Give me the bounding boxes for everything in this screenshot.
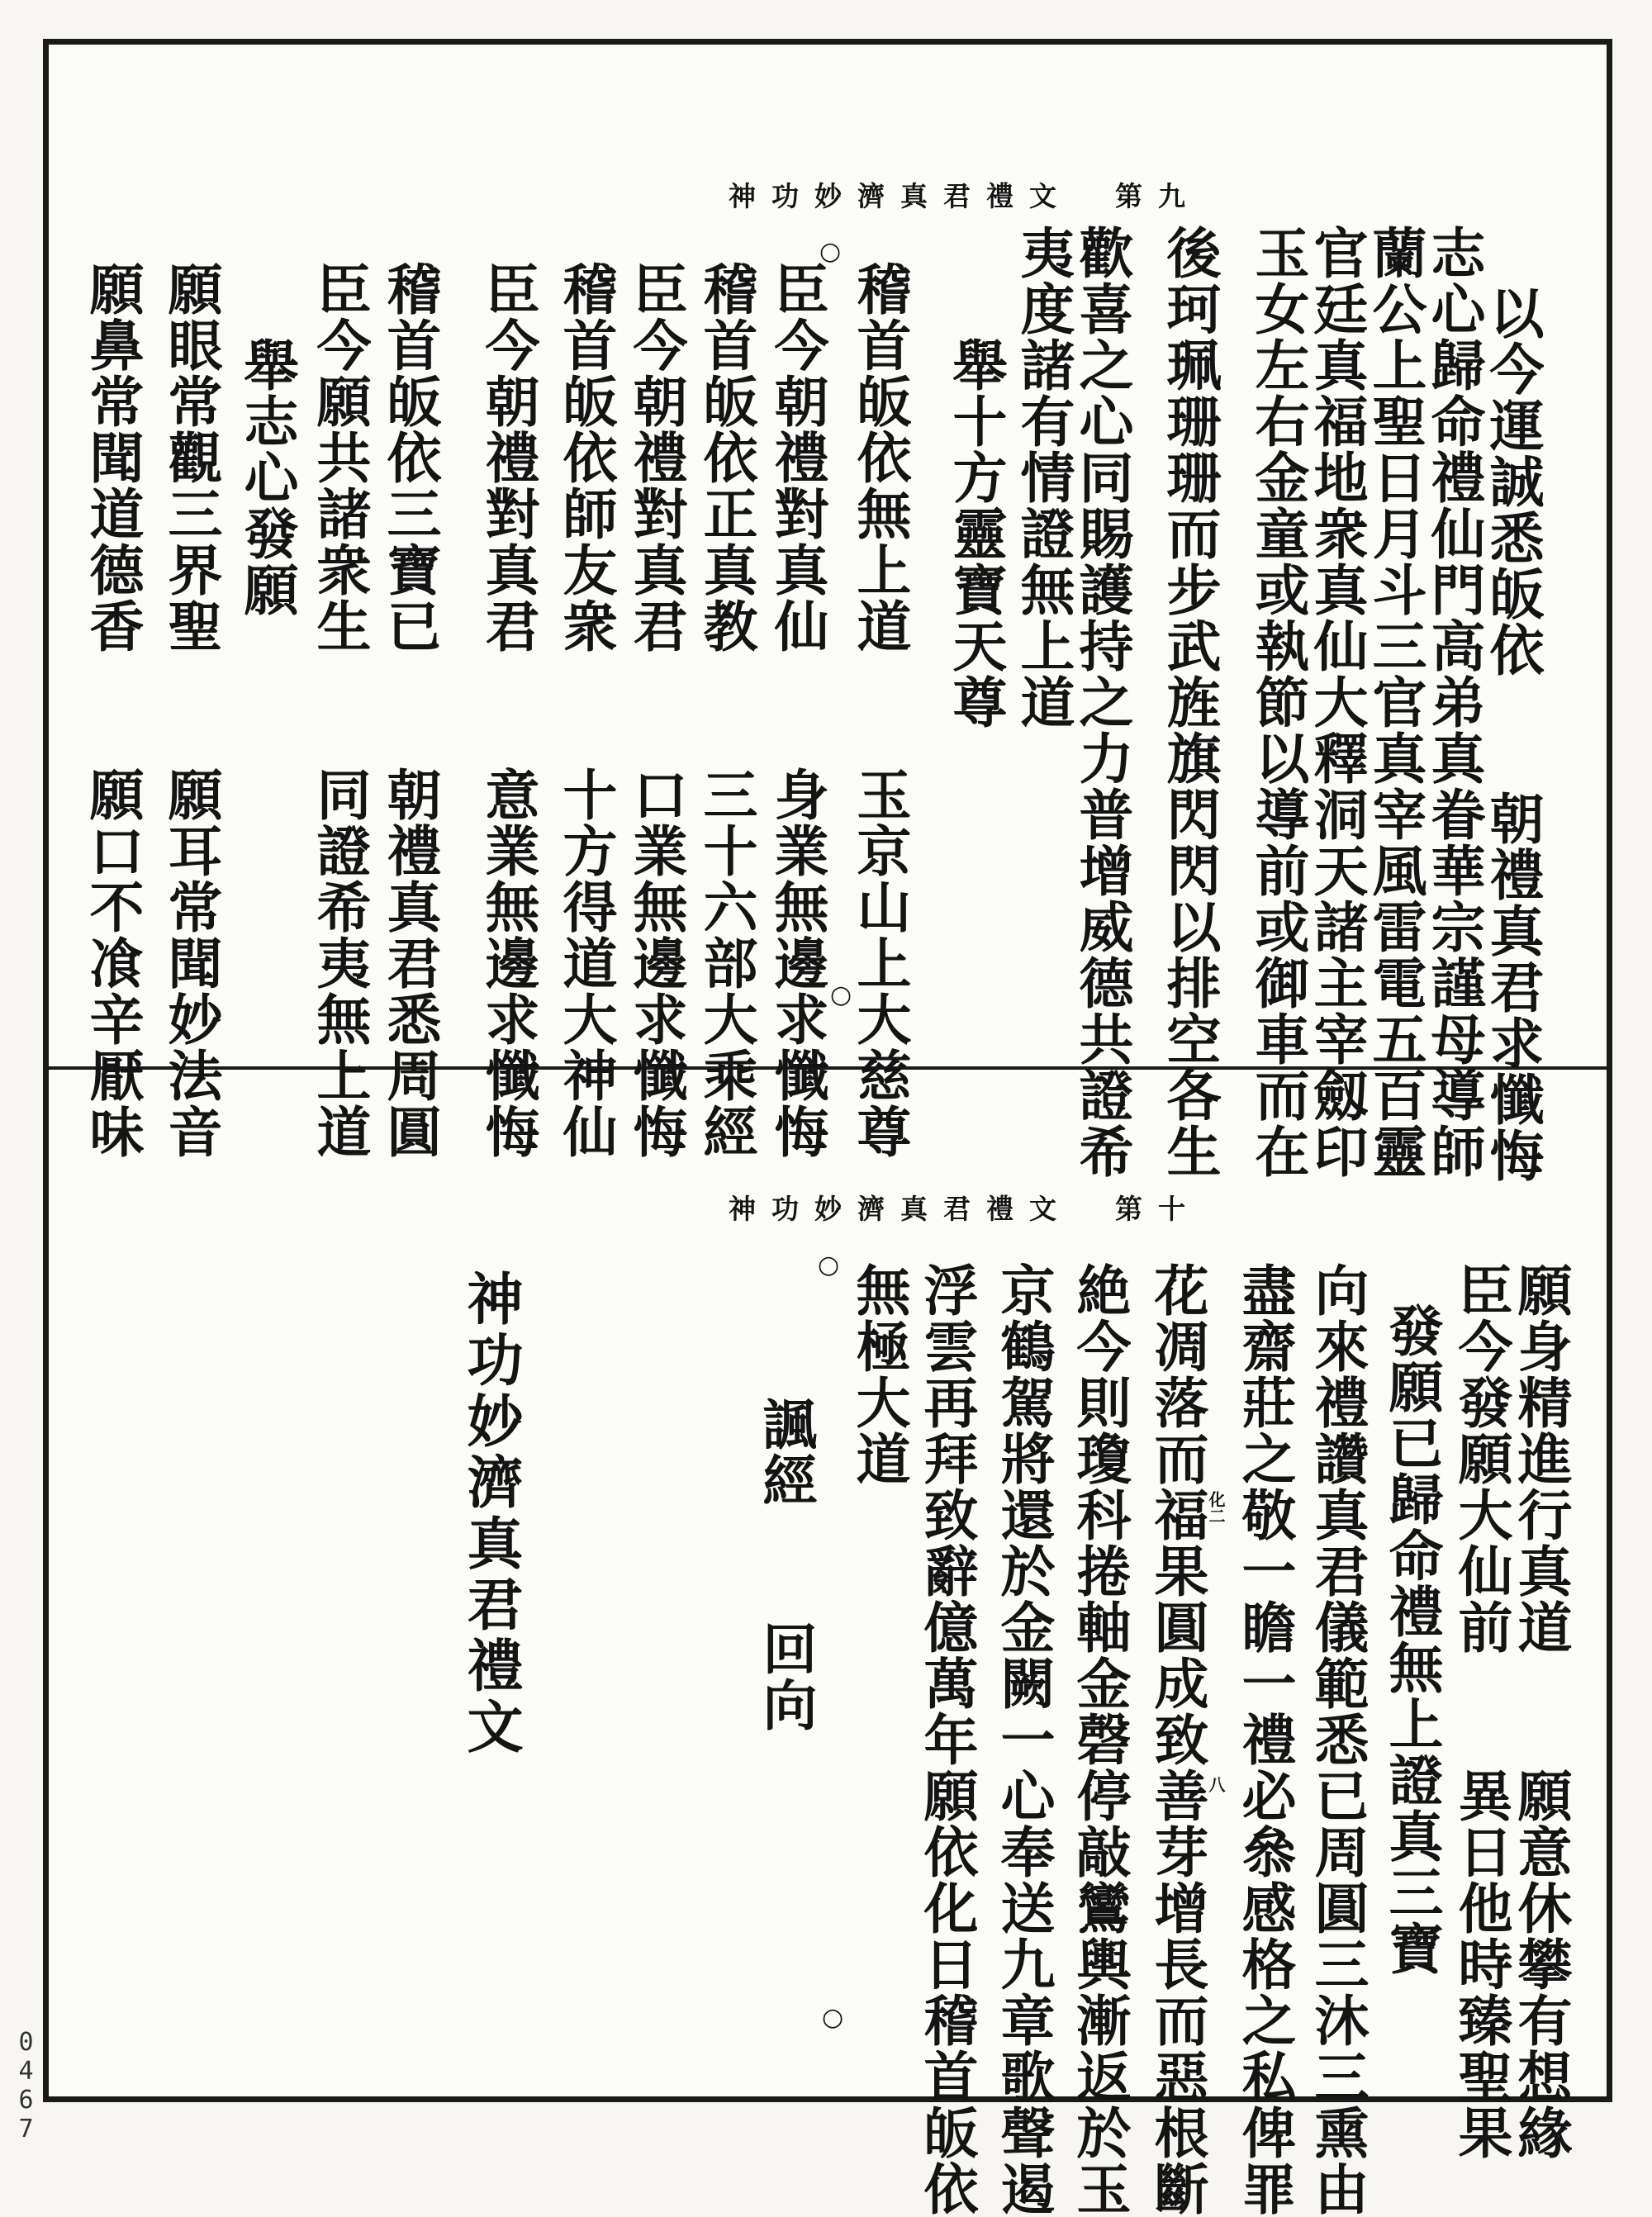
top-column: 夷度諸有情證無上道 — [1011, 225, 1075, 730]
top-column: 舉十方靈寶天尊 — [943, 337, 1008, 730]
bottom-column: 盡齋莊之敬一瞻一禮必叅感格之私俾罪 — [1232, 1262, 1297, 2217]
page-number-stamp: 0467 — [12, 2028, 40, 2143]
bottom-column: 花凋落而福果圓成致善芽增長而惡根斷 — [1145, 1262, 1209, 2217]
top-column: 後珂珮珊珊而步武旌旗閃閃以排空各生 — [1157, 225, 1222, 1180]
bottom-column: 浮雲再拜致辭億萬年願依化日稽首皈依 — [914, 1262, 979, 2217]
punctuation-circle-mark: ○ — [818, 1251, 840, 1279]
top-column: 舉志心發願 — [235, 337, 299, 618]
top-column: 玉女左右金童或執節以導前或御車而在 — [1246, 225, 1310, 1180]
bottom-page-header — [729, 1188, 1201, 1227]
punctuation-circle-mark: ○ — [822, 2003, 844, 2032]
top-column: 稽首皈依三寶已 朝禮真君悉周圓 — [377, 261, 442, 1160]
bottom-column: 絶今則瓊科捲軸金磬停敲鸞輿漸返於玉 — [1067, 1262, 1132, 2217]
bottom-column: 願身精進行真道 願意休攀有想緣 — [1508, 1262, 1573, 2161]
punctuation-circle-mark: ○ — [830, 980, 852, 1009]
bottom-column: 諷經 回向 — [753, 1396, 818, 1733]
punctuation-circle-mark: ○ — [819, 237, 842, 266]
top-column: 臣今朝禮對真君 意業無邊求懺悔 — [476, 261, 540, 1160]
top-column: 稽首皈依師友衆 十方得道大神仙 — [553, 261, 618, 1160]
top-column: 歡喜之心同賜護持之力普增威德共證希 — [1070, 225, 1134, 1180]
top-column: 以今運誠悉皈依 朝禮真君求懺悔 — [1480, 285, 1545, 1184]
top-column: 稽首皈依無上道 玉京山上大慈尊 — [847, 261, 912, 1160]
margin-note: 八 — [1206, 1776, 1226, 1792]
top-column: 願鼻常聞道德香 願口不飡辛厭味 — [80, 261, 145, 1160]
top-header-page-label: 第九 — [1115, 180, 1201, 212]
top-column: 志心歸命禮仙門高弟真眷華宗謹母導師 — [1422, 225, 1486, 1180]
top-column: 臣今願共諸衆生 同證希夷無上道 — [307, 261, 372, 1160]
bottom-column: 京鶴駕將還於金闕一心奉送九章歌聲遏 — [991, 1262, 1056, 2217]
top-column: 官廷真福地衆真仙大釋洞天諸主宰劔印 — [1304, 225, 1369, 1180]
bottom-column: 無極大道 — [847, 1262, 911, 1487]
top-column: 願眼常觀三界聖 願耳常聞妙法音 — [159, 261, 223, 1160]
margin-note: 化二 — [1206, 1491, 1226, 1524]
bottom-column: 向來禮讚真君儀範悉已周圓三沐三熏由 — [1305, 1262, 1370, 2217]
top-column: 臣今朝禮對真君 口業無邊求懺悔 — [624, 261, 688, 1160]
bottom-header-page-label: 第十 — [1115, 1193, 1201, 1225]
top-page-header — [729, 175, 1201, 214]
top-column: 臣今朝禮對真仙 身業無邊求懺悔 — [765, 261, 829, 1160]
top-header-title: 神功妙濟真君禮文 — [729, 180, 1072, 212]
bottom-header-title: 神功妙濟真君禮文 — [729, 1193, 1072, 1225]
top-column: 蘭公上聖日月斗三官真宰風雷電五百靈 — [1363, 225, 1427, 1180]
bottom-column: 發願已歸命禮無上證真三寶 — [1379, 1303, 1444, 1977]
top-column: 稽首皈依正真教 三十六部大乘經 — [694, 261, 758, 1160]
closing-title: 神功妙濟真君禮文 — [458, 1270, 524, 1759]
bottom-column: 臣今發願大仙前 異日他時臻聖果 — [1449, 1262, 1513, 2161]
